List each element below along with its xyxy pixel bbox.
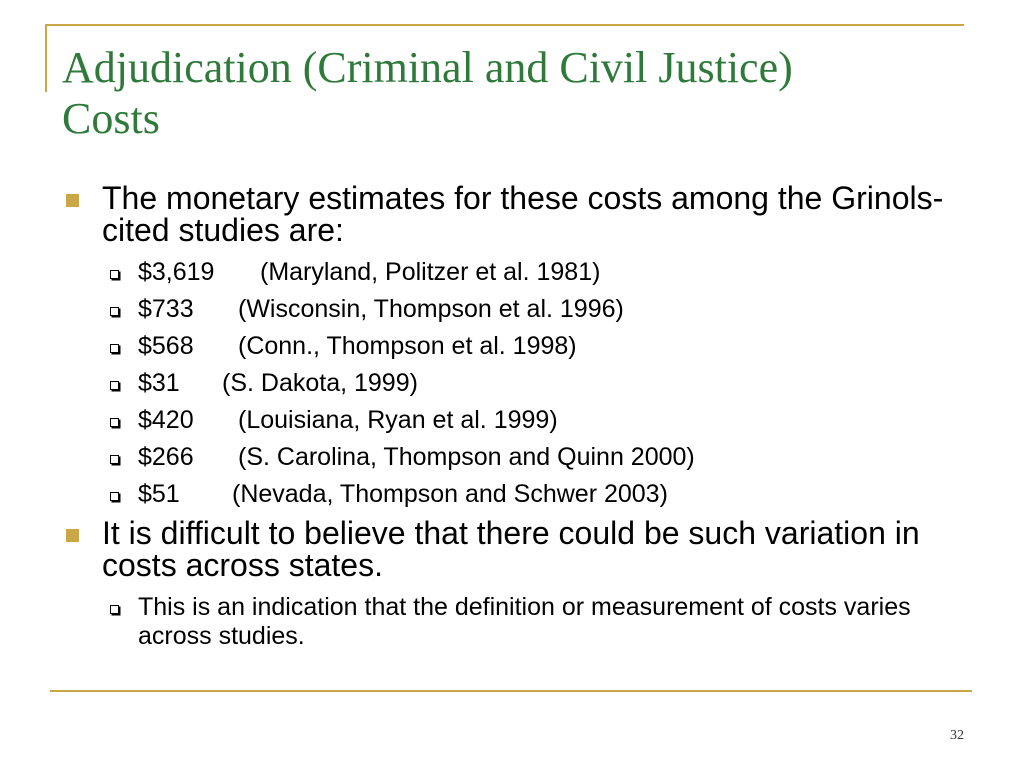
slide-title-line-1: Adjudication (Criminal and Civil Justice) bbox=[62, 43, 793, 92]
page-number: 32 bbox=[950, 728, 964, 743]
sub-bullet-indication bbox=[62, 593, 962, 651]
square-bullet-icon bbox=[66, 194, 79, 207]
hollow-square-bullet-icon bbox=[110, 605, 119, 614]
estimate-source: (Nevada, Thompson and Schwer 2003) bbox=[232, 480, 668, 508]
estimate-source: (S. Dakota, 1999) bbox=[222, 369, 418, 397]
slide-title-line-2: Costs bbox=[62, 94, 160, 143]
hollow-square-bullet-icon bbox=[110, 381, 119, 390]
estimate-amount: $266 bbox=[138, 443, 194, 471]
hollow-square-bullet-icon bbox=[110, 307, 119, 316]
hollow-square-bullet-icon bbox=[110, 270, 119, 279]
estimate-item-s-dakota bbox=[62, 369, 962, 397]
bullet-monetary-estimates bbox=[62, 182, 962, 246]
estimate-item-nevada bbox=[62, 480, 962, 508]
estimate-amount: $733 bbox=[138, 295, 194, 323]
sub-bullet-text: This is an indication that the definition or measurement of costs varies across studies. bbox=[138, 593, 911, 650]
estimate-amount: $31 bbox=[138, 369, 180, 397]
left-frame-line bbox=[45, 24, 47, 92]
estimate-source: (Wisconsin, Thompson et al. 1996) bbox=[238, 295, 624, 323]
estimate-amount: $420 bbox=[138, 406, 194, 434]
estimate-item-maryland bbox=[62, 258, 962, 286]
bottom-divider-line bbox=[50, 690, 972, 692]
estimate-amount: $3,619 bbox=[138, 258, 215, 286]
estimate-item-louisiana bbox=[62, 406, 962, 434]
slide-body bbox=[62, 182, 962, 660]
hollow-square-bullet-icon bbox=[110, 492, 119, 501]
estimate-amount: $51 bbox=[138, 480, 180, 508]
estimate-source: (Louisiana, Ryan et al. 1999) bbox=[238, 406, 558, 434]
estimate-amount: $568 bbox=[138, 332, 194, 360]
estimate-item-s-carolina bbox=[62, 443, 962, 471]
estimate-source: (Maryland, Politzer et al. 1981) bbox=[260, 258, 601, 286]
hollow-square-bullet-icon bbox=[110, 344, 119, 353]
hollow-square-bullet-icon bbox=[110, 418, 119, 427]
bullet-text: The monetary estimates for these costs among the Grinols-cited studies are: bbox=[102, 180, 944, 248]
estimate-item-conn bbox=[62, 332, 962, 360]
estimate-item-wisconsin bbox=[62, 295, 962, 323]
top-frame-line bbox=[45, 24, 964, 26]
bullet-text: It is difficult to believe that there could be such variation in costs across states. bbox=[102, 515, 920, 583]
hollow-square-bullet-icon bbox=[110, 455, 119, 464]
slide-title bbox=[62, 42, 962, 144]
bullet-variation bbox=[62, 517, 962, 581]
square-bullet-icon bbox=[66, 529, 79, 542]
estimate-source: (Conn., Thompson et al. 1998) bbox=[238, 332, 577, 360]
estimate-source: (S. Carolina, Thompson and Quinn 2000) bbox=[238, 443, 695, 471]
